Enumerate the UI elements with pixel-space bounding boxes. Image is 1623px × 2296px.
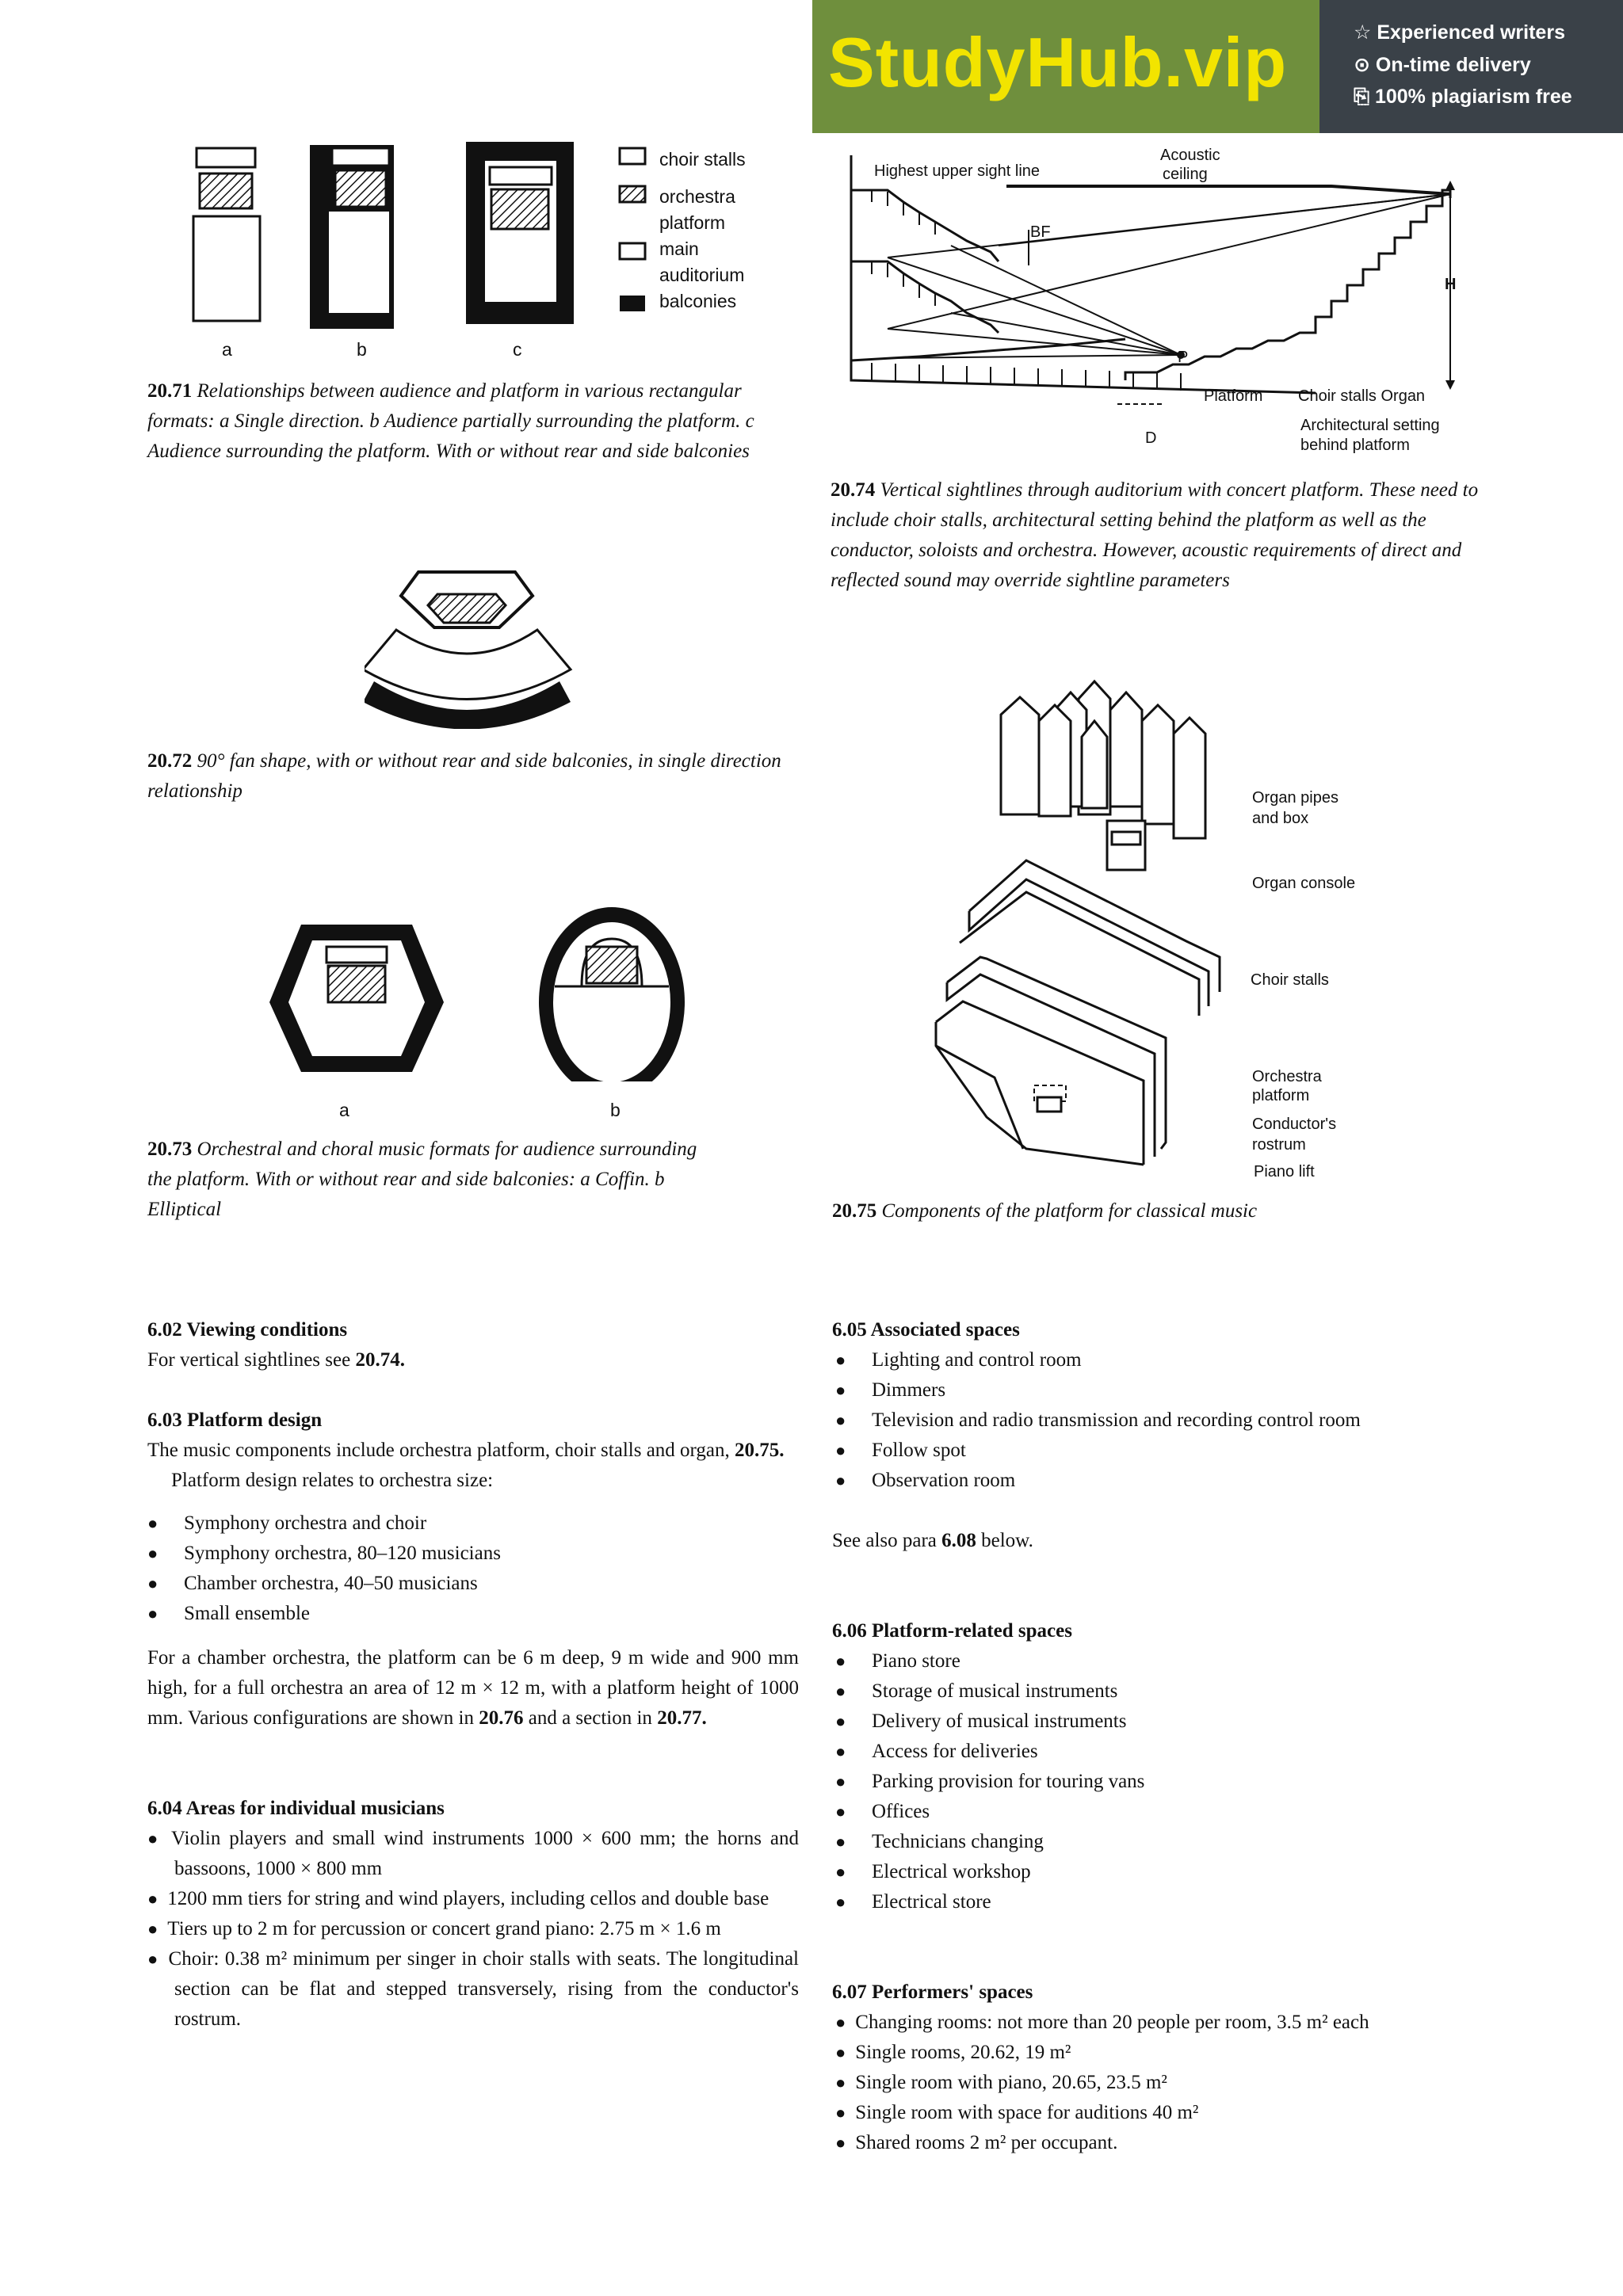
legend-orchestra: orchestra — [659, 186, 735, 207]
fig74-arch-label-2: behind platform — [1300, 437, 1410, 454]
list-item: ● Symphony orchestra and choir — [147, 1508, 799, 1539]
banner-feature: ⊙ On-time delivery — [1354, 54, 1531, 76]
legend-balconies: balconies — [659, 291, 737, 311]
banner-feature: ⎘ 100% plagiarism free — [1354, 86, 1572, 108]
caption-20-75: 20.75 Components of the platform for classical music — [832, 1200, 1258, 1222]
paragraph-6-03-3: For a chamber orchestra, the platform can be 6 m deep, 9 m wide and 900 mm high, for a full orchestra an area of 12 m × 12 m, with a platform height of 1000 mm. Various configurations are shown in 20.76 and a section in 20.77. — [147, 1647, 799, 1729]
fig73-label-b: b — [610, 1100, 621, 1120]
caption-20-72: 20.72 90° fan shape, with or without rear and side balconies, in single direction relationship — [147, 750, 781, 802]
heading-6-02: 6.02 Viewing conditions — [147, 1319, 348, 1341]
fig75-cond-label-2: rostrum — [1252, 1136, 1306, 1154]
list-item: ● Dimmers — [835, 1375, 1484, 1405]
list-item: ● Choir: 0.38 m² minimum per singer in choir stalls with seats. The longitudinal section can be flat and stepped transversely, rising from the conductor's rostrum. — [147, 1944, 799, 2035]
caption-20-74: 20.74 Vertical sightlines through auditorium with concert platform. These need to include choir stalls, architectural setting behind the platform as well as the conductor, soloists and orchestra. However, acoustic requirements of direct and reflected sound may override sightline parameters — [831, 479, 1479, 591]
fig74-ceiling-label: ceiling — [1163, 166, 1208, 183]
paragraph-6-05-see: See also para 6.08 below. — [832, 1530, 1033, 1551]
heading-6-06: 6.06 Platform-related spaces — [832, 1620, 1072, 1642]
list-item: ● Single room with space for auditions 40 m² — [835, 2098, 1484, 2128]
right-column — [832, 1315, 1484, 2158]
fig75-orch-label: Orchestra — [1252, 1068, 1322, 1085]
list-6-07 — [835, 2008, 1484, 2158]
fig74-h-label: H — [1445, 276, 1457, 293]
fig74-d-label: D — [1145, 429, 1157, 447]
legend-auditorium: auditorium — [659, 265, 745, 285]
list-item: ● Violin players and small wind instruments 1000 × 600 mm; the horns and bassoons, 1000 × 800 mm — [147, 1824, 799, 1884]
figure-20-72 — [365, 563, 586, 729]
heading-6-04: 6.04 Areas for individual musicians — [147, 1798, 445, 1819]
list-item: ● Symphony orchestra, 80–120 musicians — [147, 1539, 799, 1569]
legend-platform: platform — [659, 212, 726, 233]
heading-6-07: 6.07 Performers' spaces — [832, 1981, 1033, 2003]
list-6-05 — [835, 1345, 1484, 1496]
fig75-orch-label-2: platform — [1252, 1087, 1310, 1104]
figure-20-73 — [262, 891, 705, 1081]
fig75-choir-label: Choir stalls — [1251, 971, 1329, 989]
fig74-choir-label: Choir stalls Organ — [1298, 387, 1426, 405]
fig74-acoustic-label: Acoustic — [1160, 147, 1220, 164]
list-item: ● Offices — [835, 1797, 1484, 1827]
list-item: ● Tiers up to 2 m for percussion or concert grand piano: 2.75 m × 1.6 m — [147, 1914, 799, 1944]
list-6-03 — [147, 1508, 799, 1629]
heading-6-03: 6.03 Platform design — [147, 1409, 323, 1431]
list-item: ● Electrical workshop — [835, 1857, 1484, 1887]
list-item: ● Single room with piano, 20.65, 23.5 m² — [835, 2068, 1484, 2098]
caption-20-73: 20.73 Orchestral and choral music formats for audience surrounding the platform. With or without rear and side balconies: a Coffin. b Elliptical — [147, 1138, 697, 1220]
legend-main: main — [659, 238, 699, 259]
list-6-04 — [147, 1824, 799, 2035]
paragraph-6-02: For vertical sightlines see 20.74. — [147, 1349, 405, 1371]
figure-20-74 — [840, 143, 1474, 460]
fig75-cond-label: Conductor's — [1252, 1116, 1337, 1133]
paragraph-6-03-2: Platform design relates to orchestra size: — [171, 1470, 494, 1491]
list-item: ● Piano store — [835, 1646, 1484, 1676]
fig75-console-label: Organ console — [1252, 875, 1356, 892]
fig75-piano-label: Piano lift — [1254, 1163, 1315, 1180]
fig74-p-label: P — [1178, 349, 1189, 366]
fig71-label-c: c — [513, 339, 522, 360]
list-item: ● Electrical store — [835, 1887, 1484, 1917]
fig75-pipes-label: Organ pipes — [1252, 789, 1338, 807]
list-item: ● 1200 mm tiers for string and wind players, including cellos and double base — [147, 1884, 799, 1914]
list-item: ● Parking provision for touring vans — [835, 1767, 1484, 1797]
fig74-sightline-label: Highest upper sight line — [874, 162, 1041, 180]
list-item: ● Lighting and control room — [835, 1345, 1484, 1375]
paragraph-6-03-1: The music components include orchestra platform, choir stalls and organ, 20.75. — [147, 1440, 785, 1461]
fig74-bf-label: BF — [1030, 223, 1051, 241]
list-item: ● Shared rooms 2 m² per occupant. — [835, 2128, 1484, 2158]
list-item: ● Single rooms, 20.62, 19 m² — [835, 2038, 1484, 2068]
list-item: ● Television and radio transmission and recording control room — [835, 1405, 1484, 1436]
fig71-label-b: b — [357, 339, 367, 360]
list-item: ● Technicians changing — [835, 1827, 1484, 1857]
fig75-pipes-label-2: and box — [1252, 810, 1309, 827]
list-item: ● Access for deliveries — [835, 1737, 1484, 1767]
left-column — [147, 1315, 799, 2035]
list-item: ● Observation room — [835, 1466, 1484, 1496]
fig73-label-a: a — [339, 1100, 349, 1120]
heading-6-05: 6.05 Associated spaces — [832, 1319, 1020, 1341]
caption-20-71: 20.71 Relationships between audience and platform in various rectangular formats: a Single direction. b Audience partially surrounding the platform. c Audience surrounding the platform. With or without rear and side balconies — [147, 380, 754, 462]
list-item: ● Follow spot — [835, 1436, 1484, 1466]
list-6-06 — [835, 1646, 1484, 1917]
banner-feature: ☆ Experienced writers — [1354, 21, 1565, 44]
fig71-label-a: a — [222, 339, 232, 360]
fig74-arch-label: Architectural setting — [1300, 417, 1440, 434]
list-item: ● Changing rooms: not more than 20 people per room, 3.5 m² each — [835, 2008, 1484, 2038]
list-item: ● Chamber orchestra, 40–50 musicians — [147, 1569, 799, 1599]
legend-choir-stalls: choir stalls — [659, 149, 746, 170]
brand-name[interactable]: StudyHub.vip — [828, 23, 1288, 101]
list-item: ● Small ensemble — [147, 1599, 799, 1629]
fig74-platform-label: Platform — [1204, 387, 1263, 405]
list-item: ● Delivery of musical instruments — [835, 1707, 1484, 1737]
list-item: ● Storage of musical instruments — [835, 1676, 1484, 1707]
figure-20-75 — [931, 673, 1264, 1173]
